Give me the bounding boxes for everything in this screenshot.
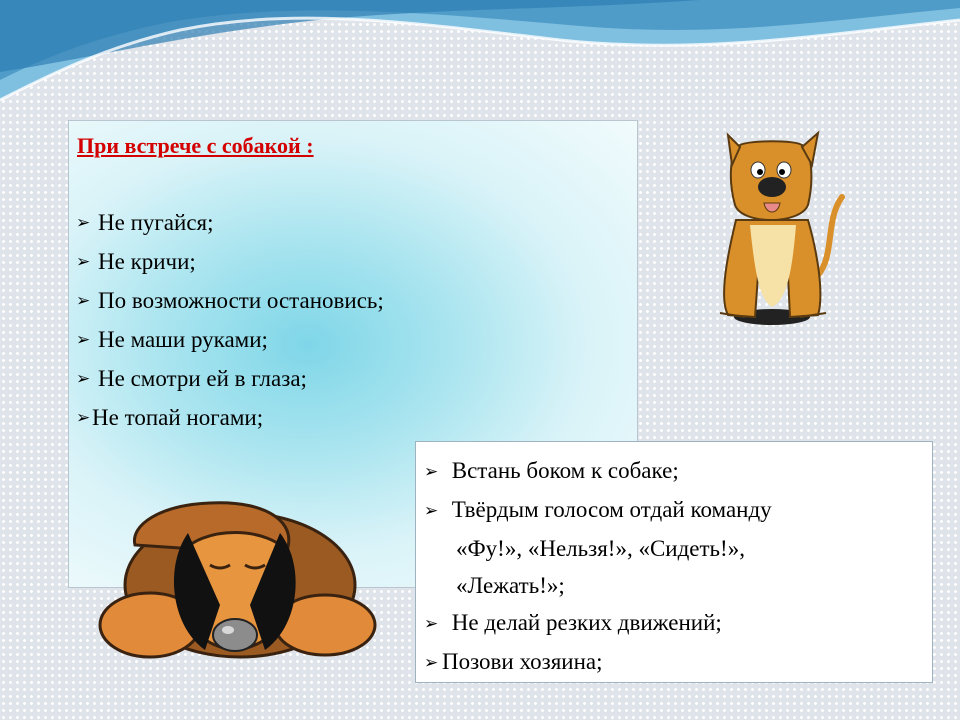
list-item: ➢ Твёрдым голосом отдай команду bbox=[424, 491, 772, 530]
list-item: ➢ Не пугайся; bbox=[76, 203, 384, 242]
check-arrow-icon: ➢ bbox=[76, 330, 91, 349]
list-item: ➢ По возможности остановись; bbox=[76, 281, 384, 320]
check-arrow-icon: ➢ bbox=[424, 614, 439, 633]
list-item: ➢ Встань боком к собаке; bbox=[424, 452, 772, 491]
check-arrow-icon: ➢ bbox=[424, 462, 439, 481]
check-arrow-icon: ➢ bbox=[76, 213, 91, 232]
standing-dog-illustration bbox=[700, 125, 850, 335]
tips-list bbox=[76, 203, 384, 437]
check-arrow-icon: ➢ bbox=[76, 291, 91, 310]
tips-panel-right bbox=[415, 441, 933, 683]
list-item: ➢ Не маши руками; bbox=[76, 320, 384, 359]
list-item: ➢ Не кричи; bbox=[76, 242, 384, 281]
list-item: ➢ Позови хозяина; bbox=[424, 643, 772, 682]
tips-list bbox=[424, 452, 772, 682]
list-item: ➢ Не топай ногами; bbox=[76, 398, 384, 437]
check-arrow-icon: ➢ bbox=[424, 501, 439, 520]
section-heading: При встрече с собакой : bbox=[77, 133, 314, 158]
check-arrow-icon: ➢ bbox=[76, 408, 91, 427]
sleeping-dog-illustration bbox=[70, 485, 390, 670]
check-arrow-icon: ➢ bbox=[76, 369, 91, 388]
list-item: ➢ Не делай резких движений; bbox=[424, 604, 772, 643]
list-item-continuation: «Фу!», «Нельзя!», «Сидеть!», bbox=[456, 536, 745, 561]
check-arrow-icon: ➢ bbox=[424, 653, 439, 672]
list-item-continuation: «Лежать!»; bbox=[456, 573, 565, 598]
wave-decoration bbox=[0, 0, 960, 130]
check-arrow-icon: ➢ bbox=[76, 252, 91, 271]
list-item: ➢ Не смотри ей в глаза; bbox=[76, 359, 384, 398]
